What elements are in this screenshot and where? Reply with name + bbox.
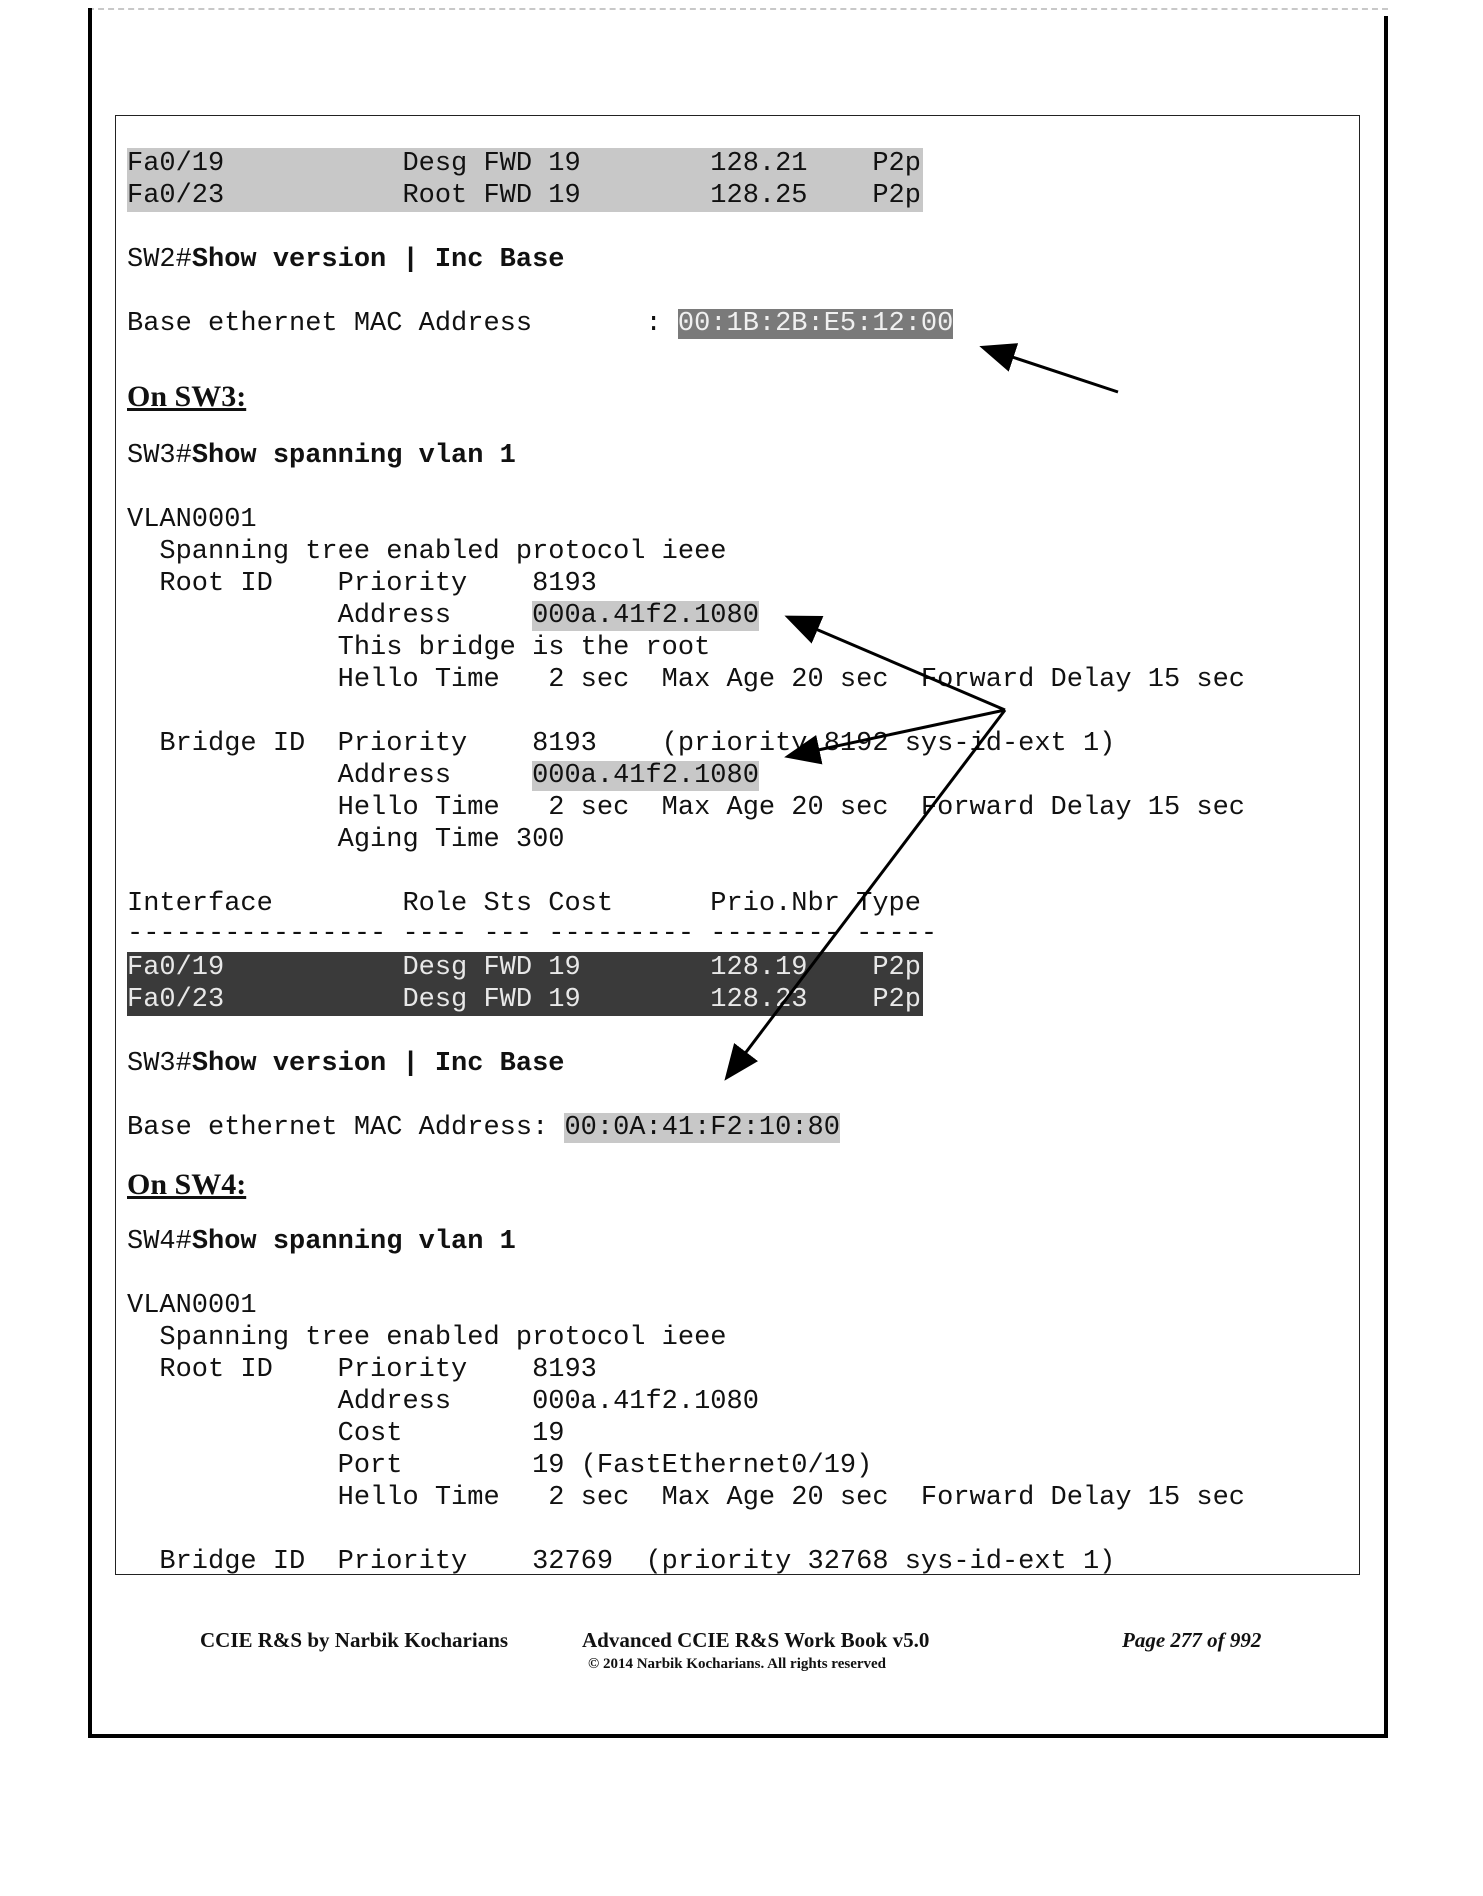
sw3-cmd: Show spanning vlan 1 xyxy=(191,441,516,471)
sw3-line-4: Address xyxy=(127,601,533,631)
sw3-bridge-address: 000a.41f2.1080 xyxy=(532,761,759,791)
sw3-line-6: Hello Time 2 sec Max Age 20 sec Forward Delay 15 sec xyxy=(127,665,1245,695)
arrow-to-bridge-address xyxy=(790,710,1005,756)
sw2-mac-value: 00:1B:2B:E5:12:00 xyxy=(677,309,954,339)
sw3-line-2: Spanning tree enabled protocol ieee xyxy=(127,537,727,567)
sw2-cmd: Show version | Inc Base xyxy=(191,245,565,275)
heading-sw3: On SW3: xyxy=(127,380,247,413)
footer-center: Advanced CCIE R&S Work Book v5.0 xyxy=(582,1628,930,1652)
arrow-to-sw2-mac xyxy=(985,348,1118,392)
sw3-version-prompt: SW3# xyxy=(127,1049,192,1079)
sw4-line-4: Address 000a.41f2.1080 xyxy=(127,1387,759,1417)
arrow-to-root-address xyxy=(790,618,1005,710)
heading-sw4: On SW4: xyxy=(127,1168,247,1201)
sw3-line-8: Bridge ID Priority 8193 (priority 8192 sys-id-ext 1) xyxy=(127,729,1116,759)
sw3-line-5: This bridge is the root xyxy=(127,633,711,663)
sw4-prompt: SW4# xyxy=(127,1227,192,1257)
sw3-version-cmd: Show version | Inc Base xyxy=(191,1049,565,1079)
sw4-line-5: Cost 19 xyxy=(127,1419,565,1449)
sw4-line-9: Bridge ID Priority 32769 (priority 32768 sys-id-ext 1) xyxy=(127,1547,1116,1577)
sw4-line-3: Root ID Priority 8193 xyxy=(127,1355,597,1385)
sw4-line-7: Hello Time 2 sec Max Age 20 sec Forward Delay 15 sec xyxy=(127,1483,1245,1513)
sw3-mac-value: 00:0A:41:F2:10:80 xyxy=(564,1113,840,1143)
footer-left: CCIE R&S by Narbik Kocharians xyxy=(200,1628,509,1652)
arrow-to-sw3-mac xyxy=(728,710,1005,1076)
sw3-mac-label: Base ethernet MAC Address: xyxy=(127,1113,565,1143)
top-row-2: Fa0/23 Root FWD 19 128.25 P2p xyxy=(127,181,921,211)
footer-page: Page 277 of 992 xyxy=(1122,1628,1262,1652)
sw2-prompt: SW2# xyxy=(127,245,192,275)
sw3-row-2: Fa0/23 Desg FWD 19 128.23 P2p xyxy=(127,985,921,1015)
sw4-cmd: Show spanning vlan 1 xyxy=(191,1227,516,1257)
sw3-line-10: Hello Time 2 sec Max Age 20 sec Forward Delay 15 sec xyxy=(127,793,1245,823)
sw4-line-6: Port 19 (FastEthernet0/19) xyxy=(127,1451,873,1481)
sw3-line-1: VLAN0001 xyxy=(127,505,257,535)
sw3-line-11: Aging Time 300 xyxy=(127,825,565,855)
sw4-line-2: Spanning tree enabled protocol ieee xyxy=(127,1323,727,1353)
top-row-1: Fa0/19 Desg FWD 19 128.21 P2p xyxy=(127,149,921,179)
sw3-line-3: Root ID Priority 8193 xyxy=(127,569,597,599)
sw2-mac-label: Base ethernet MAC Address : xyxy=(127,309,678,339)
interface-rule: ---------------- ---- --- --------- -------- ----- xyxy=(127,919,938,949)
sw4-line-1: VLAN0001 xyxy=(127,1291,257,1321)
sw3-prompt: SW3# xyxy=(127,441,192,471)
sw3-row-1: Fa0/19 Desg FWD 19 128.19 P2p xyxy=(127,953,921,983)
sw3-root-address: 000a.41f2.1080 xyxy=(532,601,759,631)
interface-header: Interface Role Sts Cost Prio.Nbr Type xyxy=(127,889,921,919)
sw3-line-9: Address xyxy=(127,761,533,791)
footer-copyright: © 2014 Narbik Kocharians. All rights reserved xyxy=(588,1656,887,1672)
